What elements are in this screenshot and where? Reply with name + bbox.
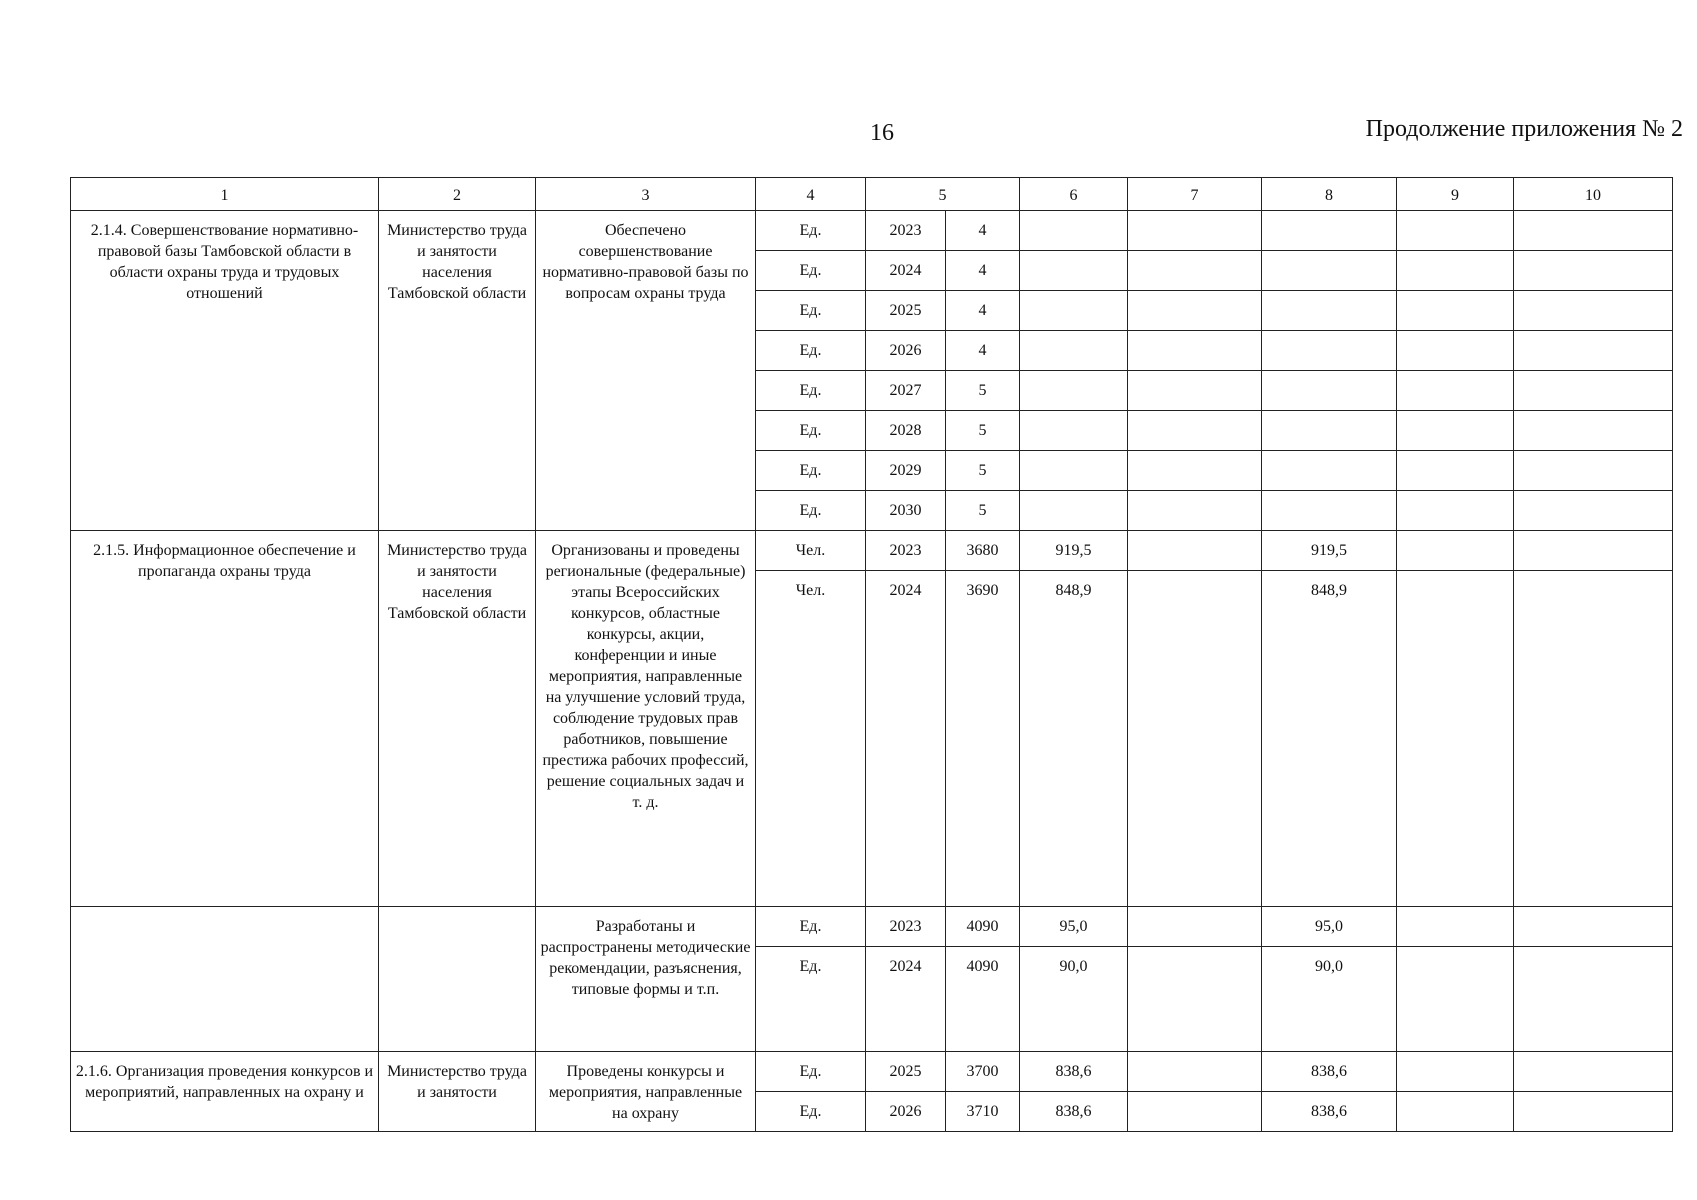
executor-cell: Министерство труда и занятости населения Тамбовской области [379, 531, 536, 907]
value-cell: 3710 [946, 1092, 1020, 1132]
col10-cell [1514, 531, 1673, 571]
col10-cell [1514, 1092, 1673, 1132]
col7-cell [1128, 411, 1262, 451]
header-cell: 8 [1262, 178, 1397, 211]
activity-name-cell: 2.1.6. Организация проведения конкурсов и мероприятий, направленных на охрану и [71, 1052, 379, 1132]
unit-cell: Ед. [756, 251, 866, 291]
col10-cell [1514, 291, 1673, 331]
col6-cell [1020, 251, 1128, 291]
col6-cell: 838,6 [1020, 1052, 1128, 1092]
col7-cell [1128, 947, 1262, 1052]
col9-cell [1397, 907, 1514, 947]
col9-cell [1397, 331, 1514, 371]
col7-cell [1128, 331, 1262, 371]
col8-cell [1262, 491, 1397, 531]
col8-cell [1262, 291, 1397, 331]
executor-cell: Министерство труда и занятости населения Тамбовской области [379, 211, 536, 531]
year-cell: 2026 [866, 331, 946, 371]
col7-cell [1128, 251, 1262, 291]
col7-cell [1128, 1092, 1262, 1132]
col8-cell: 90,0 [1262, 947, 1397, 1052]
header-cell: 2 [379, 178, 536, 211]
value-cell: 3700 [946, 1052, 1020, 1092]
year-cell: 2025 [866, 1052, 946, 1092]
unit-cell: Ед. [756, 491, 866, 531]
col7-cell [1128, 1052, 1262, 1092]
col8-cell: 838,6 [1262, 1052, 1397, 1092]
value-cell: 4 [946, 291, 1020, 331]
col6-cell [1020, 491, 1128, 531]
col9-cell [1397, 371, 1514, 411]
col10-cell [1514, 331, 1673, 371]
header-cell: 5 [866, 178, 1020, 211]
unit-cell: Ед. [756, 291, 866, 331]
value-cell: 5 [946, 451, 1020, 491]
col9-cell [1397, 491, 1514, 531]
program-table [70, 177, 1673, 1132]
value-cell: 3690 [946, 571, 1020, 907]
col7-cell [1128, 907, 1262, 947]
activity-name-cell [71, 907, 379, 1052]
col6-cell [1020, 291, 1128, 331]
col6-cell: 848,9 [1020, 571, 1128, 907]
value-cell: 4090 [946, 907, 1020, 947]
unit-cell: Чел. [756, 531, 866, 571]
result-cell: Проведены конкурсы и мероприятия, направленные на охрану [536, 1052, 756, 1132]
col7-cell [1128, 571, 1262, 907]
table-row [71, 211, 1673, 251]
header-cell: 7 [1128, 178, 1262, 211]
col6-cell [1020, 451, 1128, 491]
table-row [71, 531, 1673, 571]
col8-cell [1262, 251, 1397, 291]
value-cell: 4 [946, 251, 1020, 291]
result-cell: Разработаны и распространены методические рекомендации, разъяснения, типовые формы и т.п. [536, 907, 756, 1052]
value-cell: 5 [946, 491, 1020, 531]
col10-cell [1514, 411, 1673, 451]
unit-cell: Ед. [756, 211, 866, 251]
col10-cell [1514, 211, 1673, 251]
executor-cell [379, 907, 536, 1052]
col8-cell: 919,5 [1262, 531, 1397, 571]
year-cell: 2030 [866, 491, 946, 531]
col10-cell [1514, 451, 1673, 491]
col6-cell [1020, 411, 1128, 451]
col8-cell: 848,9 [1262, 571, 1397, 907]
year-cell: 2023 [866, 211, 946, 251]
activity-name-cell: 2.1.5. Информационное обеспечение и пропаганда охраны труда [71, 531, 379, 907]
value-cell: 4090 [946, 947, 1020, 1052]
year-cell: 2025 [866, 291, 946, 331]
col9-cell [1397, 947, 1514, 1052]
col7-cell [1128, 211, 1262, 251]
col9-cell [1397, 451, 1514, 491]
value-cell: 4 [946, 211, 1020, 251]
header-cell: 6 [1020, 178, 1128, 211]
year-cell: 2029 [866, 451, 946, 491]
value-cell: 5 [946, 411, 1020, 451]
col9-cell [1397, 211, 1514, 251]
unit-cell: Ед. [756, 451, 866, 491]
unit-cell: Ед. [756, 1052, 866, 1092]
col9-cell [1397, 291, 1514, 331]
col10-cell [1514, 1052, 1673, 1092]
unit-cell: Ед. [756, 1092, 866, 1132]
col8-cell: 95,0 [1262, 907, 1397, 947]
col10-cell [1514, 251, 1673, 291]
col6-cell: 90,0 [1020, 947, 1128, 1052]
col8-cell [1262, 411, 1397, 451]
col6-cell: 919,5 [1020, 531, 1128, 571]
col7-cell [1128, 451, 1262, 491]
col9-cell [1397, 251, 1514, 291]
unit-cell: Ед. [756, 371, 866, 411]
col9-cell [1397, 1052, 1514, 1092]
table-row [71, 1052, 1673, 1092]
unit-cell: Ед. [756, 331, 866, 371]
unit-cell: Ед. [756, 411, 866, 451]
year-cell: 2023 [866, 531, 946, 571]
col6-cell [1020, 371, 1128, 411]
col9-cell [1397, 571, 1514, 907]
col9-cell [1397, 411, 1514, 451]
col9-cell [1397, 1092, 1514, 1132]
page-number: 16 [870, 120, 894, 146]
col7-cell [1128, 491, 1262, 531]
year-cell: 2024 [866, 571, 946, 907]
col7-cell [1128, 291, 1262, 331]
col10-cell [1514, 571, 1673, 907]
col10-cell [1514, 947, 1673, 1052]
col6-cell [1020, 211, 1128, 251]
activity-name-cell: 2.1.4. Совершенствование нормативно-правовой базы Тамбовской области в области охраны труда и трудовых отношений [71, 211, 379, 531]
col10-cell [1514, 491, 1673, 531]
col8-cell [1262, 451, 1397, 491]
table-row [71, 907, 1673, 947]
header-row [71, 178, 1673, 211]
col8-cell [1262, 331, 1397, 371]
col7-cell [1128, 371, 1262, 411]
col7-cell [1128, 531, 1262, 571]
col10-cell [1514, 371, 1673, 411]
unit-cell: Чел. [756, 571, 866, 907]
year-cell: 2024 [866, 251, 946, 291]
header-cell: 10 [1514, 178, 1673, 211]
result-cell: Обеспечено совершенствование нормативно-правовой базы по вопросам охраны труда [536, 211, 756, 531]
col8-cell [1262, 211, 1397, 251]
value-cell: 5 [946, 371, 1020, 411]
year-cell: 2023 [866, 907, 946, 947]
col9-cell [1397, 531, 1514, 571]
value-cell: 3680 [946, 531, 1020, 571]
result-cell: Организованы и проведены региональные (федеральные) этапы Всероссийских конкурсов, областные конкурсы, акции, конференции и иные мероприятия, направленные на улучшение условий труда, соблюдение трудовых прав работников, повышение престижа рабочих профессий, решение социальных задач и т. д. [536, 531, 756, 907]
col10-cell [1514, 907, 1673, 947]
header-cell: 9 [1397, 178, 1514, 211]
value-cell: 4 [946, 331, 1020, 371]
header-cell: 1 [71, 178, 379, 211]
unit-cell: Ед. [756, 907, 866, 947]
col8-cell: 838,6 [1262, 1092, 1397, 1132]
col8-cell [1262, 371, 1397, 411]
header-cell: 3 [536, 178, 756, 211]
col6-cell: 838,6 [1020, 1092, 1128, 1132]
col6-cell: 95,0 [1020, 907, 1128, 947]
year-cell: 2027 [866, 371, 946, 411]
executor-cell: Министерство труда и занятости [379, 1052, 536, 1132]
unit-cell: Ед. [756, 947, 866, 1052]
year-cell: 2024 [866, 947, 946, 1052]
continuation-title: Продолжение приложения № 2 [1365, 116, 1683, 142]
col6-cell [1020, 331, 1128, 371]
year-cell: 2028 [866, 411, 946, 451]
header-cell: 4 [756, 178, 866, 211]
year-cell: 2026 [866, 1092, 946, 1132]
